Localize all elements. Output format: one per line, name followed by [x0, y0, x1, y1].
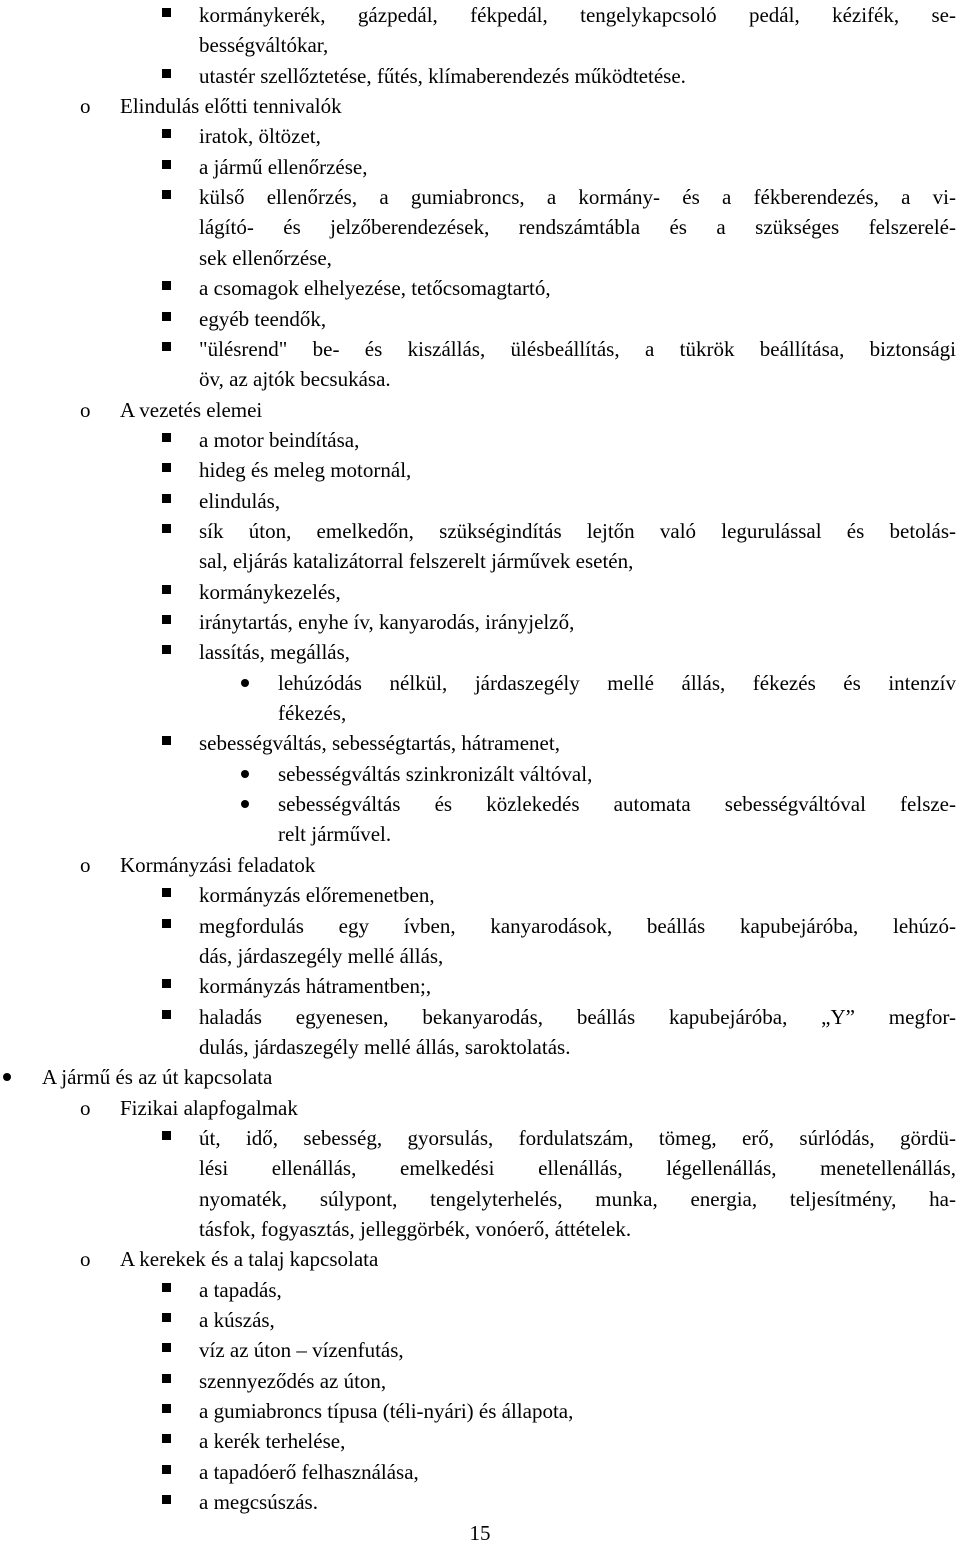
- outline-text: Fizikai alapfogalmak: [120, 1095, 298, 1120]
- outline-text: dulás, járdaszegély mellé állás, saroktolatás.: [199, 1034, 571, 1059]
- square-bullet-icon: [162, 1374, 171, 1383]
- round-bullet-icon: [241, 679, 249, 687]
- square-bullet-icon: [162, 433, 171, 442]
- outline-line: [0, 850, 960, 880]
- outline-line: [0, 1275, 960, 1305]
- outline-line: [0, 1335, 960, 1365]
- outline-line: [0, 1244, 960, 1274]
- outline-text: A jármű és az út kapcsolata: [42, 1065, 273, 1090]
- square-bullet-icon: [162, 585, 171, 594]
- square-bullet-icon: [162, 160, 171, 169]
- outline-line: [0, 1366, 960, 1396]
- outline-text: lágító- és jelzőberendezések, rendszámtábla és a szükséges felszerelé-: [199, 215, 956, 240]
- square-bullet-icon: [162, 281, 171, 290]
- outline-text: tásfok, fogyasztás, jelleggörbék, vonóerő, áttételek.: [199, 1217, 632, 1241]
- outline-text: lési ellenállás, emelkedési ellenállás, légellenállás, menetellenállás,: [199, 1156, 956, 1181]
- outline-line: [0, 728, 960, 758]
- outline-line: [0, 577, 960, 607]
- outline-text: elindulás,: [199, 488, 281, 513]
- square-bullet-icon: [162, 1313, 171, 1322]
- outline-line: [0, 880, 960, 910]
- outline-text: egyéb teendők,: [199, 306, 327, 331]
- outline-line: [0, 911, 960, 941]
- outline-text: bességváltókar,: [199, 33, 329, 58]
- outline-text: a jármű ellenőrzése,: [199, 154, 368, 179]
- outline-text: út, idő, sebesség, gyorsulás, fordulatszám, tömeg, erő, súrlódás, gördü-: [199, 1125, 956, 1150]
- outline-line: [0, 1487, 960, 1517]
- outline-text: relt járművel.: [278, 822, 392, 847]
- square-bullet-icon: [162, 1343, 171, 1352]
- outline-text: A kerekek és a talaj kapcsolata: [120, 1247, 379, 1272]
- outline-line: [0, 61, 960, 91]
- outline-text: sebességváltás, sebességtartás, hátramenet,: [199, 731, 560, 756]
- round-bullet-icon: [241, 800, 249, 808]
- circle-bullet-icon: o: [80, 397, 91, 422]
- outline-text: dás, járdaszegély mellé állás,: [199, 943, 444, 968]
- square-bullet-icon: [162, 736, 171, 745]
- outline-line: [0, 364, 960, 394]
- square-bullet-icon: [162, 1283, 171, 1292]
- square-bullet-icon: [162, 494, 171, 503]
- outline-text: A vezetés elemei: [120, 397, 263, 422]
- outline-text: lehúzódás nélkül, járdaszegély mellé állás, fékezés és intenzív: [278, 670, 956, 695]
- square-bullet-icon: [162, 979, 171, 988]
- outline-line: [0, 1426, 960, 1456]
- outline-line: [0, 1457, 960, 1487]
- outline-text: lassítás, megállás,: [199, 640, 351, 665]
- outline-text: Elindulás előtti tennivalók: [120, 94, 342, 119]
- outline-line: [0, 516, 960, 546]
- square-bullet-icon: [162, 645, 171, 654]
- square-bullet-icon: [162, 1465, 171, 1474]
- outline-line: [0, 395, 960, 425]
- outline-text: a gumiabroncs típusa (téli-nyári) és állapota,: [199, 1399, 574, 1424]
- outline-text: kormányzás előremenetben,: [199, 883, 435, 908]
- square-bullet-icon: [162, 190, 171, 199]
- square-bullet-icon: [162, 312, 171, 321]
- outline-text: utastér szellőztetése, fűtés, klímaberendezés működtetése.: [199, 63, 686, 88]
- circle-bullet-icon: o: [80, 1247, 91, 1272]
- outline-line: [0, 1123, 960, 1153]
- outline-text: a tapadóerő felhasználása,: [199, 1459, 419, 1484]
- outline-line: [0, 152, 960, 182]
- square-bullet-icon: [162, 615, 171, 624]
- outline-line: [0, 759, 960, 789]
- outline-line: [0, 273, 960, 303]
- outline-text: sal, eljárás katalizátorral felszerelt járművek esetén,: [199, 549, 634, 574]
- square-bullet-icon: [162, 919, 171, 928]
- outline-line: [0, 1032, 960, 1062]
- square-bullet-icon: [162, 129, 171, 138]
- outline-line: [0, 1093, 960, 1123]
- outline-line: [0, 789, 960, 819]
- outline-text: iránytartás, enyhe ív, kanyarodás, irányjelző,: [199, 610, 575, 634]
- outline-line: [0, 91, 960, 121]
- outline-line: [0, 698, 960, 728]
- outline-line: [0, 1214, 960, 1244]
- outline-text: hideg és meleg motornál,: [199, 458, 412, 483]
- outline-text: a kerék terhelése,: [199, 1429, 346, 1454]
- outline-line: [0, 212, 960, 242]
- outline-line: [0, 546, 960, 576]
- outline-line: [0, 1305, 960, 1335]
- square-bullet-icon: [162, 524, 171, 533]
- outline-text: víz az úton – vízenfutás,: [199, 1338, 404, 1363]
- outline-line: [0, 304, 960, 334]
- outline-text: "ülésrend" be- és kiszállás, ülésbeállítás, a tükrök beállítása, biztonsági: [199, 336, 956, 361]
- outline-line: [0, 607, 960, 637]
- outline-line: [0, 941, 960, 971]
- outline-line: [0, 1184, 960, 1214]
- outline-line: [0, 1062, 960, 1092]
- outline-text: szennyeződés az úton,: [199, 1368, 387, 1393]
- outline-line: [0, 1153, 960, 1183]
- outline-text: fékezés,: [278, 701, 347, 726]
- outline-text: a tapadás,: [199, 1277, 282, 1302]
- round-bullet-icon: [241, 770, 249, 778]
- outline-line: [0, 243, 960, 273]
- outline-text: megfordulás egy ívben, kanyarodások, beállás kapubejáróba, lehúzó-: [199, 913, 956, 938]
- outline-line: [0, 425, 960, 455]
- outline-text: a kúszás,: [199, 1308, 275, 1333]
- outline-text: kormányzás hátramentben;,: [199, 974, 432, 999]
- square-bullet-icon: [162, 1434, 171, 1443]
- outline-text: a motor beindítása,: [199, 427, 360, 452]
- square-bullet-icon: [162, 1404, 171, 1413]
- square-bullet-icon: [162, 342, 171, 351]
- outline-line: [0, 30, 960, 60]
- outline-line: [0, 971, 960, 1001]
- outline-text: öv, az ajtók becsukása.: [199, 367, 391, 392]
- outline-text: nyomaték, súlypont, tengelyterhelés, munka, energia, teljesítmény, ha-: [199, 1186, 956, 1211]
- outline-line: [0, 1396, 960, 1426]
- page-number: 15: [469, 1521, 491, 1545]
- outline-text: sík úton, emelkedőn, szükségindítás lejtőn való legurulással és betolás-: [199, 518, 956, 543]
- outline-text: Kormányzási feladatok: [120, 852, 316, 877]
- outline-line: [0, 121, 960, 151]
- outline-line: [0, 1002, 960, 1032]
- outline-text: haladás egyenesen, bekanyarodás, beállás kapubejáróba, „Y” megfor-: [199, 1004, 956, 1029]
- outline-line: [0, 334, 960, 364]
- square-bullet-icon: [162, 1495, 171, 1504]
- outline-line: [0, 668, 960, 698]
- round-bullet-icon: [3, 1073, 11, 1081]
- outline-line: [0, 0, 960, 30]
- outline-text: a csomagok elhelyezése, tetőcsomagtartó,: [199, 276, 551, 301]
- square-bullet-icon: [162, 69, 171, 78]
- outline-text: külső ellenőrzés, a gumiabroncs, a kormány- és a fékberendezés, a vi-: [199, 185, 956, 210]
- square-bullet-icon: [162, 1010, 171, 1019]
- outline-line: [0, 486, 960, 516]
- circle-bullet-icon: o: [80, 94, 91, 119]
- outline-text: kormánykerék, gázpedál, fékpedál, tengelykapcsoló pedál, kézifék, se-: [199, 3, 956, 27]
- outline-text: iratok, öltözet,: [199, 124, 321, 149]
- outline-line: [0, 455, 960, 485]
- outline-text: sebességváltás és közlekedés automata sebességváltóval felsze-: [278, 792, 956, 817]
- square-bullet-icon: [162, 888, 171, 897]
- outline-text: sek ellenőrzése,: [199, 245, 332, 270]
- outline-line: [0, 637, 960, 667]
- outline-line: [0, 182, 960, 212]
- square-bullet-icon: [162, 8, 171, 17]
- outline-line: [0, 819, 960, 849]
- outline-text: a megcsúszás.: [199, 1490, 318, 1515]
- outline-text: kormánykezelés,: [199, 579, 341, 604]
- circle-bullet-icon: o: [80, 1095, 91, 1120]
- outline-text: sebességváltás szinkronizált váltóval,: [278, 761, 593, 786]
- square-bullet-icon: [162, 463, 171, 472]
- circle-bullet-icon: o: [80, 852, 91, 877]
- square-bullet-icon: [162, 1131, 171, 1140]
